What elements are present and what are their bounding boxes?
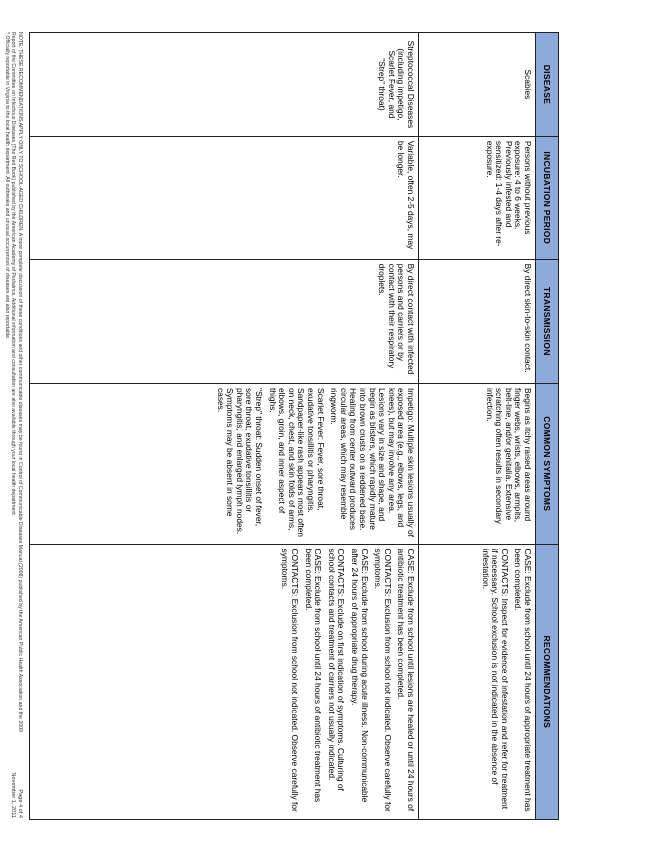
recommendation-paragraph: CONTACTS: Exclusion from school not indicated. Observe carefully for symptoms. [373, 548, 393, 812]
recommendation-paragraph: CONTACTS: Inspect for evidence of infestation and refer for treatment if necessary. School exclusion is not indicated in the absence of infestation. [480, 548, 510, 810]
symptom-paragraph: Begins as itchy raised areas around finger webs, wrists, elbows, armpits, belt-line, and/or genitalia. Extensive scratching often results in secondary infection. [484, 387, 533, 524]
disease-cell: Scabies [419, 33, 536, 137]
recommendation-paragraph: CASE: Exclude from school until 24 hours of appropriate treatment has been completed. [513, 548, 533, 812]
symptoms-cell [30, 383, 419, 544]
recommendation-paragraph: CASE: Exclude from school until 24 hours of antibiotic treatment has been completed. [303, 548, 324, 803]
page-date: November 1, 2011 [10, 772, 16, 818]
footnotes [3, 32, 23, 820]
incubation-cell: Variable, often 2-5 days, may be longer. [30, 136, 419, 259]
recommendation-paragraph: CONTACTS: Exclude on first indication of symptoms. Culturing of school contacts and treatment of carriers not usually indicated. [326, 548, 347, 791]
recommendations-cell [419, 544, 536, 819]
recommendation-paragraph: CASE: Exclude from school during acute illness. Non-communicable after 24 hours of appropriate drug therapy. [350, 548, 370, 803]
footnote-asterisk: * Officially reportable in Virginia to the local health department. All outbreaks and unusual occurrences of diseases are also reportable. [3, 32, 10, 340]
table-row [30, 33, 419, 820]
recommendation-paragraph: CONTACTS: Exclusion from school not indicated. Observe carefully for symptoms. [280, 548, 301, 812]
header-recommendations: RECOMMENDATIONS [536, 544, 559, 819]
transmission-cell: By direct skin-to-skin contact. [419, 259, 536, 383]
header-transmission: TRANSMISSION [536, 259, 559, 383]
disease-cell: Streptococcal Diseases (including impetigo, Scarlet Fever, and "Strep" throat) [30, 33, 419, 137]
page-number: Page 4 of 4 [17, 789, 23, 818]
page-info [9, 772, 23, 818]
recommendations-cell [30, 544, 419, 819]
symptom-paragraph: Scarlet Fever: Fever, sore throat, exudative tonsillitis or pharyngitis. Sandpaper-like rash appears most often on neck, chest, and skin folds of arms, elbows, groin, and inner aspect of thighs. [267, 387, 326, 537]
transmission-cell: By direct contact with infected persons and carriers or by contact with their respiratory droplets. [30, 259, 419, 383]
header-common-symptoms: COMMON SYMPTOMS [536, 383, 559, 544]
header-incubation-period: INCUBATION PERIOD [536, 136, 559, 259]
table-row [419, 33, 536, 820]
footnote-note: NOTE: THESE RECOMMENDATIONS APPLY ONLY TO SCHOOL-AGED CHILDREN. A more complete discussion of these conditions and other communicable diseases may be found in Control of Communicable Diseases Manual (2008) published by the American Public Health Association and the 2009 Report of the Committee on Infectious Diseases (The Red Book) published by the American Academy of Pediatrics. Additional information and consultation are also available through your local health department. [10, 32, 23, 732]
header-row [536, 33, 559, 820]
header-disease: DISEASE [536, 33, 559, 137]
recommendation-paragraph: CASE: Exclude from school until lesions are healed or until 24 hours of antibiotic treatment has been completed. [396, 548, 416, 812]
symptom-paragraph: "Strep" throat: Sudden onset of fever, sore throat, exudative tonsillitis or pharyngitis, and enlarged lymph nodes. Symptoms may be absent in some cases. [215, 387, 265, 535]
symptoms-cell [419, 383, 536, 544]
symptom-paragraph: Impetigo: Multiple skin lesions usually of exposed area (e.g., elbows, legs, and knees), but may involve any area. Lesions vary in size and shape, and begin as blisters, which rapidly mature into brown crusts on a reddened base. Healing from center outward produces circular areas, which may resemble ringworm. [329, 387, 416, 537]
disease-table [29, 32, 559, 820]
incubation-cell: Persons without previous exposure: 4 to 6 weeks. Previously infested and sensitized: 1-4 days after re-exposure. [419, 136, 536, 259]
